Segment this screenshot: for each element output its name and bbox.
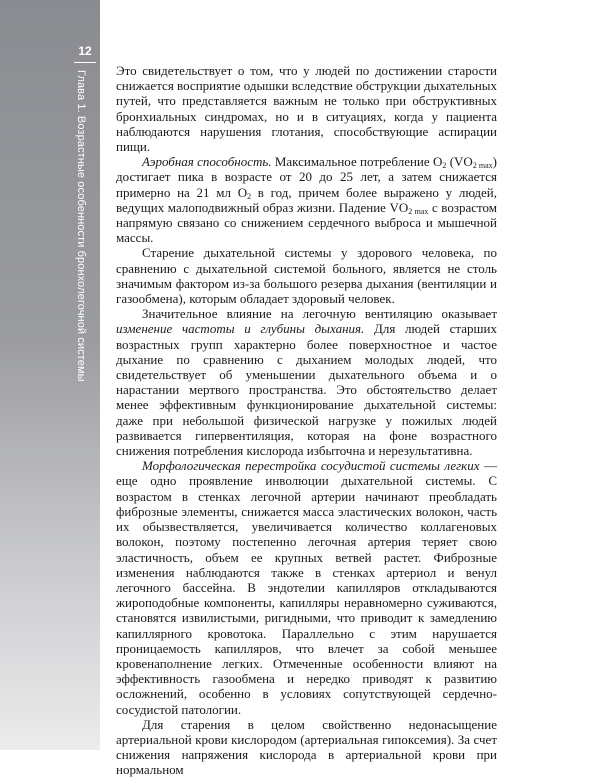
paragraph-p1 (116, 63, 497, 154)
subscript: 2 (442, 161, 447, 171)
page-number-rule (74, 62, 96, 63)
paragraph-p2 (116, 154, 497, 245)
text-run: с возрастом напрямую связано со снижением сердечного выброса и мышечной массы. (116, 199, 497, 246)
chapter-title: Глава 1. Возрастные особенности бронхолегочной системы (75, 70, 87, 382)
text-run: — еще одно проявление инволюции дыхательной системы. С возрастом в стенках легочной артерии начинают преобладать фиброзные элементы, снижается масса эластических волокон, часть их обызвествляется, увеличивается количество коллагеновых волокон, поэтому постепенно легочная артерия теряет свою эластичность, объем ее крупных ветвей растет. Фиброзные изменения наблюдаются также в стенках артериол и венул легочного бассейна. В эндотелии капилляров откладываются жироподобные компоненты, капилляры неравномерно суживаются, становятся извилистыми, ригидными, что приводит к замедлению капиллярного кровотока. Параллельно с этим нарушается проницаемость капилляров, что влечет за собой меньшее кровенаполнение легких. Отмеченные особенности влияют на эффективность газообмена и нередко приводят к развитию осложнений, особенно в условиях сопутствующей сердечно-сосудистой патологии. (116, 458, 498, 717)
text-run: Для людей старших возрастных групп характерно более поверхностное и частое дыхание по сравнению с дыханием молодых людей, что свидетельствует об уменьшении дыхательного объема и о нарастании мертвого пространства. Это обстоятельство делает менее эффективным функционирование дыхательной системы: даже при небольшой физической нагрузке у пожилых людей развивается гипервентиляция, которая на фоне возрастного снижения потребления кислорода избыточна и нерезультативна. (116, 321, 497, 459)
italic-term: Морфологическая перестройка сосудистой системы легких (142, 458, 480, 474)
paragraph-p6 (116, 717, 497, 778)
text-run: Старение дыхательной системы у здорового человека, по сравнению с дыхательной системой больного, является не столь значимым фактором из-за большого резерва дыхания (вентиляции и газообмена), которым обладает здоровый человек. (116, 245, 497, 307)
text-run: Это свидетельствует о том, что у людей по достижении старости снижается восприятие одышки вследствие обструкции дыхательных путей, что представляется важным не только при обструктивных бронхиальных синдромах, но и в ситуациях, когда у пациента наблюдаются нарушения глотания, способствующие аспирации пищи. (116, 63, 498, 155)
subscript: 2 max (472, 161, 493, 171)
italic-term: изменение частоты и глубины дыхания. (116, 321, 365, 337)
page-number: 12 (78, 44, 92, 58)
paragraph-p4 (116, 306, 497, 458)
italic-term: Аэробная способность. (142, 154, 272, 170)
subscript: 2 max (408, 206, 429, 216)
text-run: в год, причем более выражено у людей, ведущих малоподвижный образ жизни. Падение VO (116, 184, 497, 215)
chapter-sidebar (0, 0, 100, 750)
text-run: ) достигает пика в возрасте от 20 до 25 лет, а затем снижается примерно на 21 мл O (116, 154, 497, 200)
body-text (116, 63, 497, 778)
paragraph-p3 (116, 245, 497, 306)
text-run: Максимальное потребление O (271, 154, 443, 170)
text-run: Для старения в целом свойственно недонасыщение артериальной крови кислородом (артериальная гипоксемия). За счет снижения напряжения кислорода в артериальной крови при нормальном (116, 716, 497, 778)
paragraph-p5 (116, 458, 497, 716)
subscript: 2 (247, 191, 252, 201)
text-run: Значительное влияние на легочную вентиляцию оказывает (142, 306, 497, 322)
text-run: (VO (446, 154, 473, 170)
